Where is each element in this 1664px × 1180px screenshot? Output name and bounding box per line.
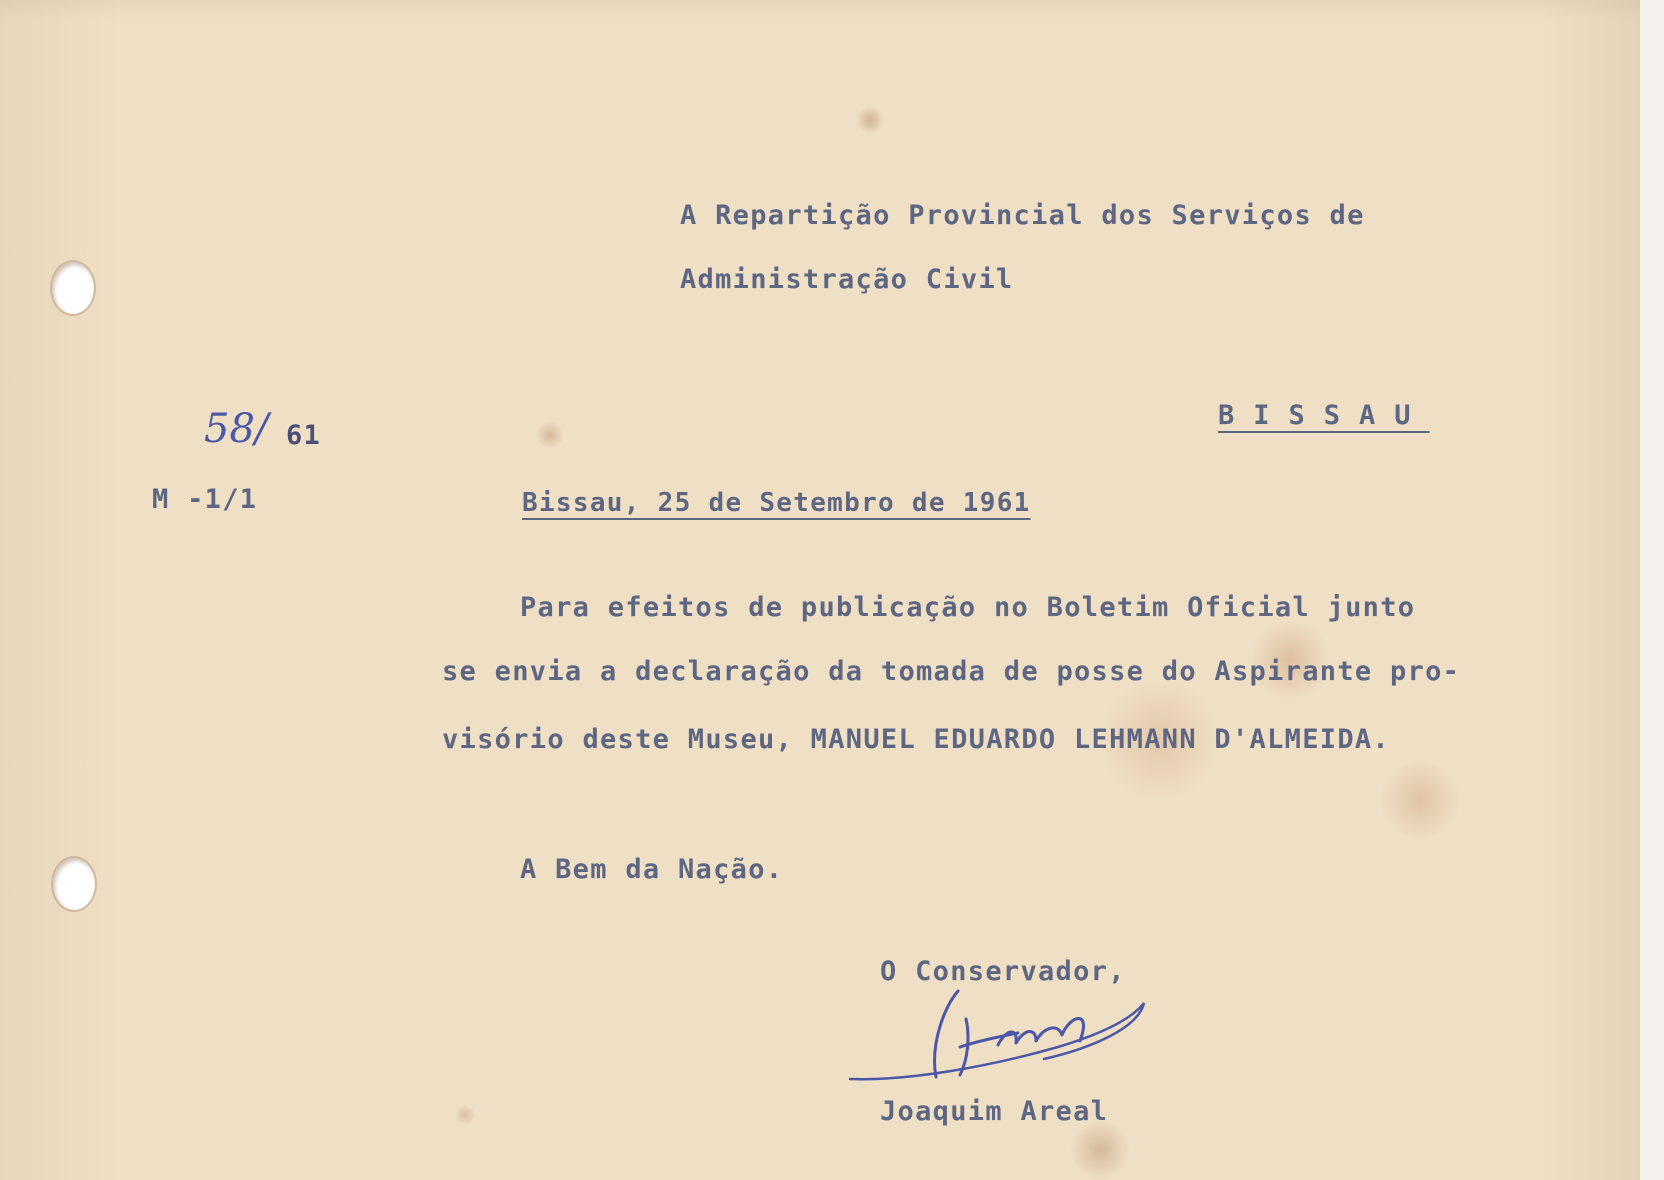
destination-city: BISSAU bbox=[1218, 400, 1430, 431]
body-line-3: visório deste Museu, MANUEL EDUARDO LEHMANN D'ALMEIDA. bbox=[442, 724, 1390, 755]
closing-salutation: A Bem da Nação. bbox=[520, 854, 784, 885]
handwritten-signature bbox=[848, 985, 1148, 1095]
addressee-line-2: Administração Civil bbox=[680, 264, 1014, 295]
file-code: M -1/1 bbox=[152, 484, 258, 515]
addressee-line-1: A Repartição Provincial dos Serviços de bbox=[680, 200, 1365, 231]
date-line: Bissau, 25 de Setembro de 1961 bbox=[522, 488, 1031, 518]
handwritten-reference-number: 58/ bbox=[204, 406, 269, 452]
punch-hole-top bbox=[52, 262, 94, 314]
signatory-name: Joaquim Areal bbox=[880, 1096, 1109, 1127]
signatory-title: O Conservador, bbox=[880, 956, 1126, 987]
scan-margin bbox=[1640, 0, 1664, 1180]
body-line-1: Para efeitos de publicação no Boletim Oficial junto bbox=[520, 592, 1416, 623]
punch-hole-bottom bbox=[53, 858, 95, 910]
reference-year: 61 bbox=[286, 420, 322, 451]
body-line-2: se envia a declaração da tomada de posse do Aspirante pro- bbox=[442, 656, 1461, 687]
